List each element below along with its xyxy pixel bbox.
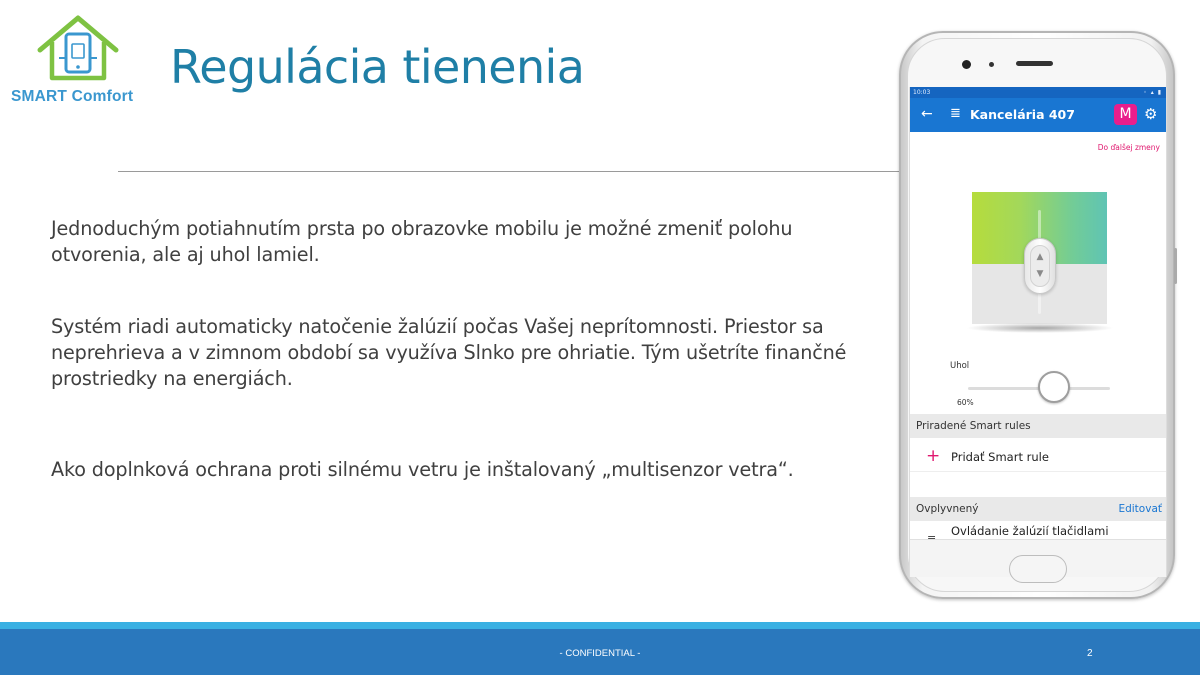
blind-visual[interactable] bbox=[972, 192, 1107, 330]
influenced-item-label: Ovládanie žalúzií tlačidlami bbox=[951, 524, 1109, 538]
blind-shadow bbox=[966, 323, 1114, 333]
assigned-rules-header bbox=[910, 414, 1167, 438]
status-bar bbox=[910, 87, 1166, 98]
assigned-rules-title: Priradené Smart rules bbox=[916, 420, 1031, 432]
plus-icon: + bbox=[926, 446, 941, 466]
page-number: 2 bbox=[1087, 648, 1093, 659]
blinds-icon: ≣ bbox=[950, 106, 961, 121]
influenced-title: Ovplyvnený bbox=[916, 503, 979, 515]
room-title: Kancelária 407 bbox=[970, 107, 1075, 122]
add-smart-rule-button[interactable] bbox=[910, 442, 1167, 472]
phone-mockup bbox=[899, 31, 1175, 599]
angle-slider-thumb[interactable] bbox=[1038, 371, 1070, 403]
paragraph-3: Ako doplnková ochrana proti silnému vetru je inštalovaný „multisenzor vetra“. bbox=[51, 458, 794, 481]
confidential-label: - CONFIDENTIAL - bbox=[559, 648, 641, 659]
gear-icon[interactable]: ⚙ bbox=[1144, 105, 1158, 123]
earpiece-speaker bbox=[1016, 61, 1053, 66]
house-phone-icon bbox=[32, 12, 124, 86]
slide-title: Regulácia tienenia bbox=[170, 40, 585, 94]
front-camera-icon bbox=[962, 60, 971, 69]
smart-comfort-logo bbox=[8, 12, 148, 108]
sensor-icon bbox=[989, 62, 994, 67]
app-bar bbox=[910, 98, 1166, 132]
status-time: 10:03 bbox=[913, 89, 931, 96]
up-down-arrows-icon: ▲ ▼ bbox=[1030, 245, 1050, 287]
home-button bbox=[1009, 555, 1067, 583]
phone-side-button bbox=[1174, 248, 1177, 284]
back-arrow-icon[interactable]: ← bbox=[921, 106, 933, 122]
add-smart-rule-label: Pridať Smart rule bbox=[951, 450, 1049, 464]
footer-accent-stripe bbox=[0, 622, 1200, 629]
next-change-link[interactable]: Do ďalšej zmeny bbox=[1097, 143, 1160, 152]
edit-button[interactable]: Editovať bbox=[1118, 503, 1162, 515]
title-divider bbox=[118, 171, 908, 172]
blind-position-handle[interactable] bbox=[1024, 238, 1056, 294]
paragraph-1: Jednoduchým potiahnutím prsta po obrazovke mobilu je možné zmeniť polohu otvorenia, ale aj uhol lamiel. bbox=[51, 217, 793, 266]
status-icons: ◦ ▴ ▮ bbox=[1143, 89, 1162, 96]
mode-badge[interactable]: M bbox=[1114, 104, 1137, 125]
phone-screen bbox=[909, 87, 1167, 577]
angle-value: 60% bbox=[957, 398, 974, 407]
angle-label: Uhol bbox=[950, 361, 970, 371]
footer-bar bbox=[0, 629, 1200, 675]
influenced-header bbox=[910, 497, 1167, 521]
logo-text: SMART Comfort bbox=[11, 88, 134, 105]
paragraph-2: Systém riadi automaticky natočenie žalúzií počas Vašej neprítomnosti. Priestor sa neprehrieva a v zimnom období sa využíva Slnko pre ohriatie. Tým ušetríte finančné prostriedky na energiách. bbox=[51, 315, 847, 390]
